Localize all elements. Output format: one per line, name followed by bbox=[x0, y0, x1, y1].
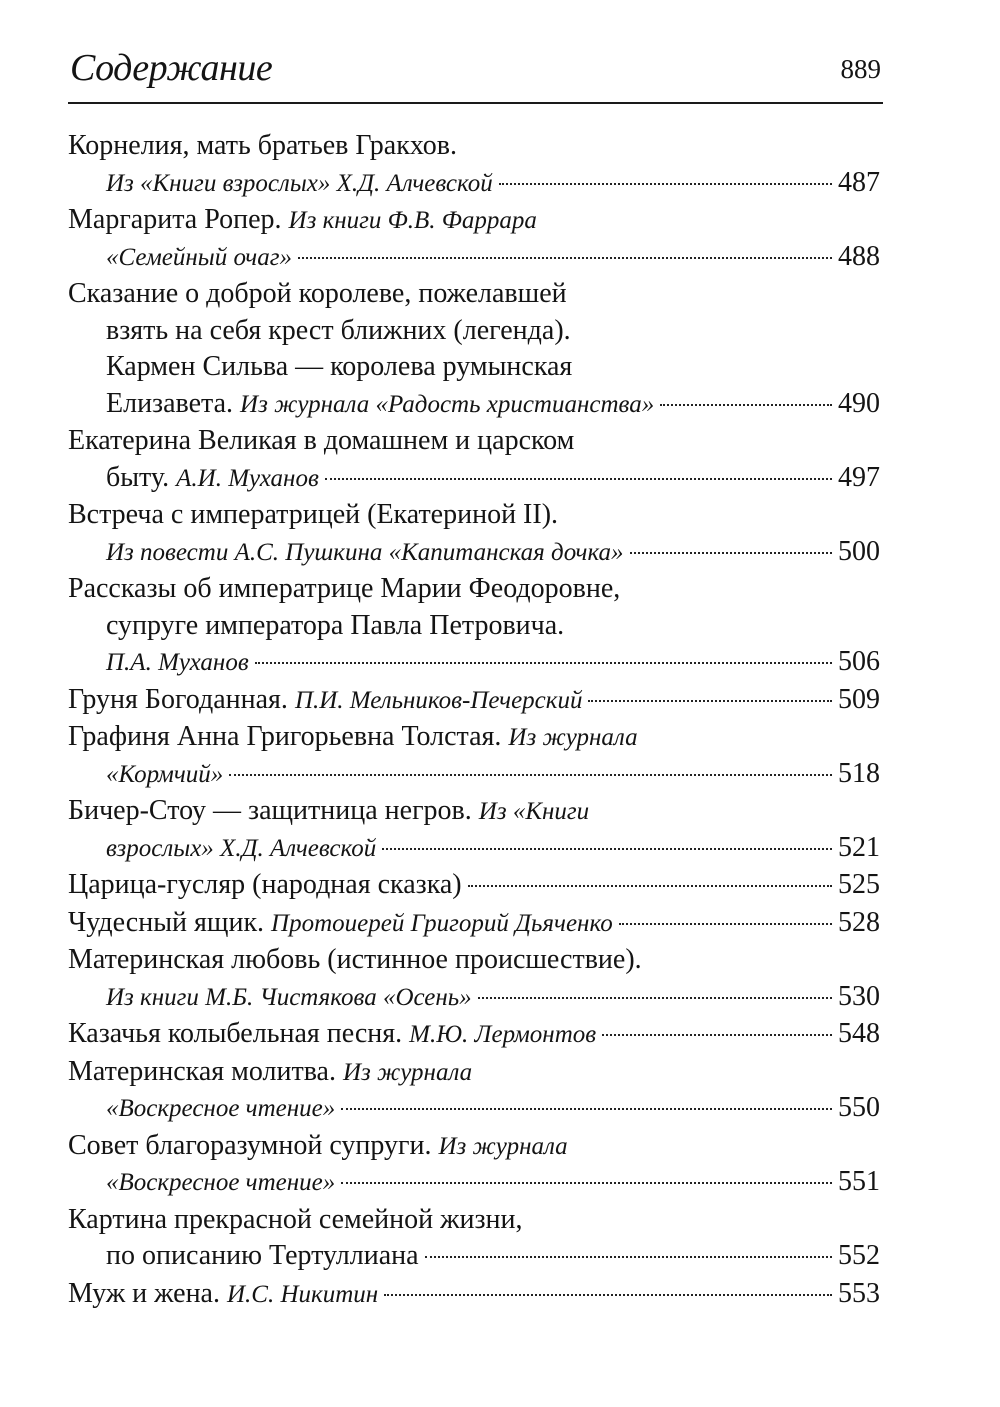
entry-page-number: 550 bbox=[838, 1092, 880, 1123]
dot-leader bbox=[499, 183, 832, 185]
toc-entry-line bbox=[68, 1128, 880, 1165]
toc-entry bbox=[68, 497, 880, 570]
toc-entry bbox=[68, 905, 880, 942]
toc-entry bbox=[68, 942, 880, 1015]
toc-entry bbox=[68, 128, 880, 201]
dot-leader bbox=[229, 774, 832, 776]
entry-title-text: Чудесный ящик. bbox=[68, 906, 272, 938]
entry-title-text: Елизавета. bbox=[106, 387, 241, 419]
entry-source-text: «Воскресное чтение» bbox=[106, 1095, 336, 1122]
entry-source-text: Из книги Ф.В. Фаррара bbox=[288, 207, 537, 234]
toc-entry-line bbox=[68, 1164, 880, 1201]
entry-page-number: 506 bbox=[838, 646, 880, 677]
entry-source-text: М.Ю. Лермонтов bbox=[409, 1021, 597, 1048]
toc-entry-line bbox=[68, 497, 880, 534]
entry-page-number: 497 bbox=[838, 461, 880, 493]
entry-source-text: «Воскресное чтение» bbox=[106, 1169, 336, 1196]
toc-entry bbox=[68, 1202, 880, 1275]
toc-entry bbox=[68, 682, 880, 719]
entry-page-number: 518 bbox=[838, 757, 880, 789]
toc-entry-line bbox=[68, 1054, 880, 1091]
entry-title-text: Кармен Сильва — королева румынская bbox=[106, 351, 573, 382]
toc-entry-line bbox=[68, 313, 880, 350]
entry-source-text: Из журнала bbox=[438, 1132, 568, 1160]
toc-entry-line bbox=[68, 979, 880, 1016]
dot-leader bbox=[660, 404, 832, 406]
toc-entry bbox=[68, 1054, 880, 1127]
entry-title-text: по описанию Тертуллиана bbox=[106, 1240, 419, 1271]
entry-source-text: П.А. Муханов bbox=[106, 649, 249, 676]
toc-entry bbox=[68, 571, 880, 681]
entry-title-text: Совет благоразумной супруги. bbox=[68, 1129, 439, 1161]
toc-entry-line bbox=[68, 534, 880, 571]
entry-page-number: 551 bbox=[838, 1166, 880, 1197]
entry-title-text: Корнелия, мать братьев Гракхов. bbox=[68, 130, 457, 161]
entry-title-text: быту. bbox=[106, 461, 177, 493]
entry-source-text: Из журнала «Радость христианства» bbox=[240, 390, 655, 418]
toc-entry bbox=[68, 793, 880, 866]
dot-leader bbox=[341, 1182, 832, 1184]
entry-title-text: Графиня Анна Григорьевна Толстая. bbox=[68, 721, 509, 752]
toc-entry-line bbox=[68, 128, 880, 165]
entry-page-number: 490 bbox=[838, 387, 880, 419]
toc-entry-line bbox=[68, 905, 880, 942]
entry-title-text: Встреча с императрицей (Екатериной II). bbox=[68, 499, 559, 530]
entry-source-text: Протоиерей Григорий Дьяченко bbox=[271, 909, 613, 937]
toc-entry-line bbox=[68, 1238, 880, 1275]
toc-entry bbox=[68, 1016, 880, 1053]
entry-title-text: Бичер-Стоу — защитница негров. bbox=[68, 795, 479, 826]
entry-title-text: Казачья колыбельная песня. bbox=[68, 1018, 410, 1049]
toc-entry-line bbox=[68, 756, 880, 793]
entry-page-number: 488 bbox=[838, 240, 880, 272]
toc-entry-line bbox=[68, 202, 880, 239]
header-page-number: 889 bbox=[840, 54, 881, 84]
toc-entry-line bbox=[68, 1202, 880, 1239]
dot-leader bbox=[425, 1256, 832, 1258]
dot-leader bbox=[384, 1294, 832, 1296]
entry-title-text: Рассказы об императрице Марии Феодоровне, bbox=[68, 573, 621, 604]
toc-entry bbox=[68, 867, 880, 904]
dot-leader bbox=[298, 257, 832, 259]
toc-entry-line bbox=[68, 793, 880, 830]
entry-page-number: 521 bbox=[838, 831, 880, 863]
entry-title-text: Маргарита Ропер. bbox=[68, 204, 289, 235]
entry-page-number: 552 bbox=[838, 1240, 880, 1271]
entry-source-text: А.И. Муханов bbox=[176, 464, 319, 492]
toc-entry-line bbox=[68, 276, 880, 313]
entry-page-number: 528 bbox=[838, 906, 880, 938]
entry-page-number: 509 bbox=[838, 683, 880, 715]
entry-title-text: Картина прекрасной семейной жизни, bbox=[68, 1203, 523, 1235]
entry-title-text: Груня Богоданная. bbox=[68, 683, 295, 715]
toc-entry-line bbox=[68, 682, 880, 719]
toc-entry-line bbox=[68, 349, 880, 386]
entry-page-number: 525 bbox=[838, 869, 880, 900]
entry-title-text: взять на себя крест ближних (легенда). bbox=[106, 314, 571, 346]
entry-source-text: Из журнала bbox=[342, 1058, 473, 1086]
entry-source-text: Из «Книги взрослых» Х.Д. Алчевской bbox=[106, 169, 493, 197]
toc-entry-line bbox=[68, 1090, 880, 1127]
running-header bbox=[68, 40, 883, 104]
entry-title-text: супруге императора Павла Петровича. bbox=[106, 609, 565, 641]
dot-leader bbox=[630, 552, 832, 554]
toc-entry bbox=[68, 276, 880, 422]
entry-source-text: Из журнала bbox=[508, 724, 638, 751]
entry-title-text: Екатерина Великая в домашнем и царском bbox=[68, 425, 575, 456]
toc-entry-line bbox=[68, 1016, 880, 1053]
dot-leader bbox=[255, 662, 832, 664]
entry-page-number: 487 bbox=[838, 166, 880, 198]
entry-source-text: П.И. Мельников-Печерский bbox=[294, 686, 583, 714]
toc-entry bbox=[68, 1128, 880, 1201]
toc-entry-line bbox=[68, 1276, 880, 1313]
entry-source-text: Из повести А.С. Пушкина «Капитанская дочка» bbox=[106, 538, 624, 566]
toc-entry-line bbox=[68, 460, 880, 497]
entry-source-text: «Кормчий» bbox=[106, 760, 224, 788]
entry-source-text: Из книги М.Б. Чистякова «Осень» bbox=[106, 983, 472, 1011]
toc-entry bbox=[68, 202, 880, 275]
dot-leader bbox=[341, 1108, 832, 1110]
entry-source-text: «Семейный очаг» bbox=[106, 243, 292, 271]
toc-entry-line bbox=[68, 571, 880, 608]
toc-entry bbox=[68, 719, 880, 792]
entry-title-text: Муж и жена. bbox=[68, 1277, 227, 1309]
entry-title-text: Царица-гусляр (народная сказка) bbox=[68, 869, 462, 900]
dot-leader bbox=[602, 1034, 832, 1036]
dot-leader bbox=[382, 848, 832, 850]
toc-entry-line bbox=[68, 239, 880, 276]
toc-entry-line bbox=[68, 165, 880, 202]
dot-leader bbox=[478, 997, 832, 999]
table-of-contents bbox=[68, 128, 880, 1313]
toc-entry bbox=[68, 423, 880, 496]
toc-entry-line bbox=[68, 830, 880, 867]
toc-entry-line bbox=[68, 644, 880, 681]
entry-title-text: Сказание о доброй королеве, пожелавшей bbox=[68, 278, 567, 309]
entry-title-text: Материнская молитва. bbox=[68, 1055, 343, 1087]
toc-entry-line bbox=[68, 867, 880, 904]
entry-title-text: Материнская любовь (истинное происшествие). bbox=[68, 944, 642, 975]
entry-page-number: 530 bbox=[838, 980, 880, 1012]
toc-entry-line bbox=[68, 719, 880, 756]
header-title: Содержание bbox=[70, 47, 273, 89]
entry-page-number: 553 bbox=[838, 1277, 880, 1309]
entry-source-text: Из «Книги bbox=[478, 798, 590, 825]
entry-source-text: И.С. Никитин bbox=[226, 1280, 379, 1308]
dot-leader bbox=[325, 478, 832, 480]
dot-leader bbox=[619, 923, 832, 925]
toc-entry-line bbox=[68, 386, 880, 423]
entry-page-number: 500 bbox=[838, 535, 880, 567]
toc-entry bbox=[68, 1276, 880, 1313]
entry-source-text: взрослых» Х.Д. Алчевской bbox=[106, 834, 377, 862]
dot-leader bbox=[588, 700, 832, 702]
entry-page-number: 548 bbox=[838, 1018, 880, 1049]
toc-entry-line bbox=[68, 608, 880, 645]
toc-entry-line bbox=[68, 423, 880, 460]
toc-entry-line bbox=[68, 942, 880, 979]
dot-leader bbox=[468, 885, 832, 887]
